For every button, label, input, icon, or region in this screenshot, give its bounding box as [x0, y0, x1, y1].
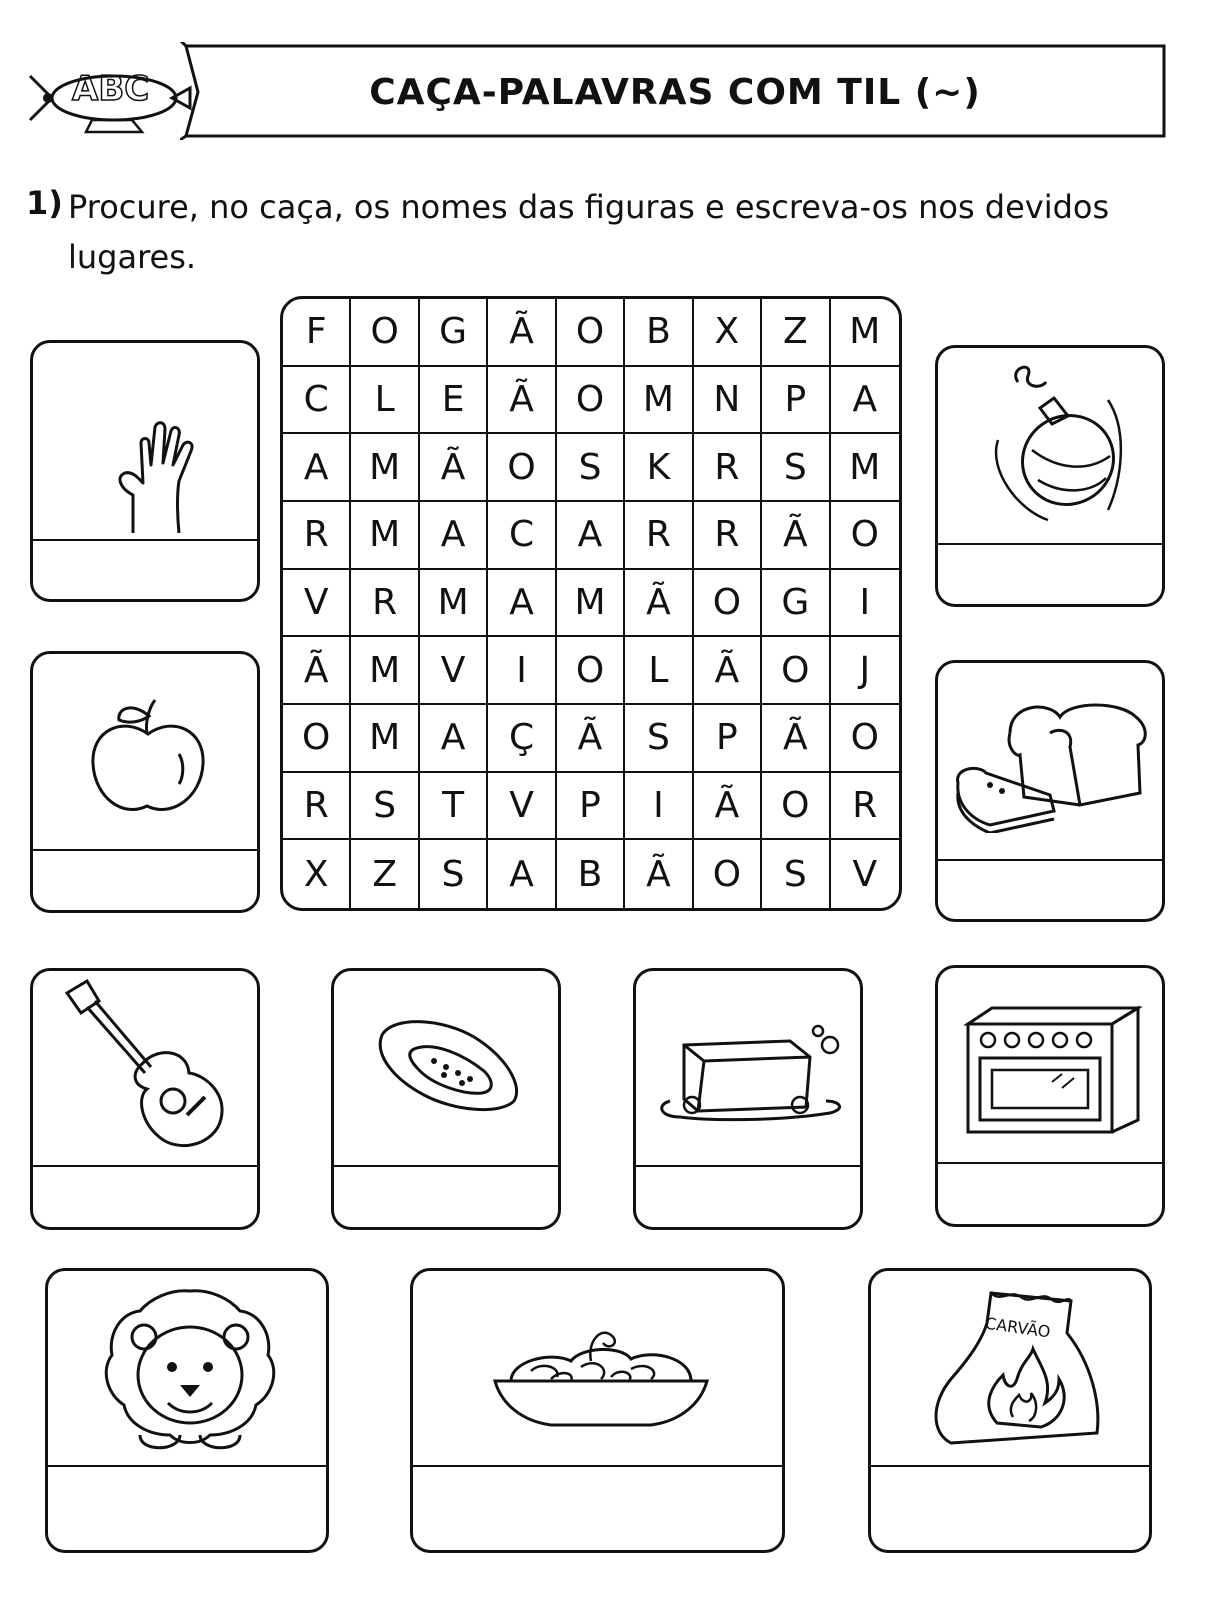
grid-cell[interactable]: P	[694, 705, 762, 773]
grid-cell[interactable]: Ç	[488, 705, 556, 773]
grid-cell[interactable]: V	[420, 637, 488, 705]
card-soap	[633, 968, 863, 1230]
grid-cell[interactable]: G	[762, 570, 830, 638]
answer-field[interactable]	[423, 1498, 772, 1544]
grid-cell[interactable]: A	[557, 502, 625, 570]
grid-cell[interactable]: O	[762, 637, 830, 705]
grid-cell[interactable]: J	[831, 637, 899, 705]
answer-field[interactable]	[43, 547, 247, 593]
word-search-grid	[280, 296, 902, 911]
grid-cell[interactable]: S	[625, 705, 693, 773]
grid-cell[interactable]: M	[831, 434, 899, 502]
card-pasta-dish	[410, 1268, 785, 1553]
grid-cell[interactable]: O	[694, 840, 762, 908]
grid-cell[interactable]: Ã	[488, 299, 556, 367]
grid-cell[interactable]: P	[557, 773, 625, 841]
grid-cell[interactable]: O	[694, 570, 762, 638]
grid-cell[interactable]: S	[420, 840, 488, 908]
bread-icon	[950, 693, 1155, 833]
grid-cell[interactable]: Ã	[420, 434, 488, 502]
grid-cell[interactable]: O	[831, 502, 899, 570]
grid-cell[interactable]: S	[762, 840, 830, 908]
soap-icon	[650, 1021, 850, 1131]
grid-cell[interactable]: C	[488, 502, 556, 570]
grid-cell[interactable]: R	[625, 502, 693, 570]
grid-cell[interactable]: O	[557, 299, 625, 367]
grid-cell[interactable]: M	[420, 570, 488, 638]
grid-cell[interactable]: P	[762, 367, 830, 435]
grid-cell[interactable]: A	[283, 434, 351, 502]
grid-cell[interactable]: Ã	[283, 637, 351, 705]
grid-cell[interactable]: O	[488, 434, 556, 502]
card-spinning-top	[935, 345, 1165, 607]
answer-field[interactable]	[881, 1498, 1139, 1544]
grid-cell[interactable]: Z	[762, 299, 830, 367]
question-number: 1)	[26, 184, 63, 222]
page-title: CAÇA-PALAVRAS COM TIL (~)	[369, 72, 981, 113]
grid-cell[interactable]: A	[420, 502, 488, 570]
grid-cell[interactable]: M	[351, 502, 419, 570]
grid-cell[interactable]: Ã	[625, 570, 693, 638]
card-stove	[935, 965, 1165, 1227]
answer-field[interactable]	[43, 858, 247, 904]
grid-cell[interactable]: S	[351, 773, 419, 841]
grid-cell[interactable]: S	[762, 434, 830, 502]
grid-cell[interactable]: M	[351, 434, 419, 502]
grid-cell[interactable]: G	[420, 299, 488, 367]
grid-cell[interactable]: O	[557, 637, 625, 705]
card-hand	[30, 340, 260, 602]
charcoal-bag-icon	[921, 1283, 1111, 1453]
answer-field[interactable]	[58, 1498, 316, 1544]
grid-cell[interactable]: O	[831, 705, 899, 773]
grid-cell[interactable]: V	[283, 570, 351, 638]
grid-cell[interactable]: Z	[351, 840, 419, 908]
question-text: Procure, no caça, os nomes das figuras e escreva-os nos devidos lugares.	[68, 188, 1110, 276]
grid-cell[interactable]: A	[488, 840, 556, 908]
grid-cell[interactable]: Ã	[694, 637, 762, 705]
lion-icon	[100, 1285, 280, 1455]
grid-cell[interactable]: Ã	[557, 705, 625, 773]
card-lion	[45, 1268, 329, 1553]
grid-cell[interactable]: I	[831, 570, 899, 638]
grid-cell[interactable]: L	[351, 367, 419, 435]
grid-cell[interactable]: L	[625, 637, 693, 705]
grid-cell[interactable]: X	[694, 299, 762, 367]
grid-cell[interactable]: O	[762, 773, 830, 841]
abc-airplane-icon	[22, 40, 192, 140]
grid-cell[interactable]: F	[283, 299, 351, 367]
grid-cell[interactable]: R	[694, 434, 762, 502]
grid-cell[interactable]: S	[557, 434, 625, 502]
grid-cell[interactable]: M	[625, 367, 693, 435]
card-charcoal-bag	[868, 1268, 1152, 1553]
grid-cell[interactable]: M	[351, 705, 419, 773]
grid-cell[interactable]: O	[557, 367, 625, 435]
grid-cell[interactable]: A	[420, 705, 488, 773]
answer-field[interactable]	[948, 867, 1152, 913]
answer-field[interactable]	[344, 1175, 548, 1221]
answer-field[interactable]	[948, 1172, 1152, 1218]
grid-cell[interactable]: V	[488, 773, 556, 841]
grid-cell[interactable]: R	[283, 773, 351, 841]
grid-cell[interactable]: R	[283, 502, 351, 570]
grid-cell[interactable]: Ã	[762, 705, 830, 773]
grid-cell[interactable]: V	[852, 853, 878, 895]
answer-field[interactable]	[43, 1175, 247, 1221]
guitar-icon	[57, 977, 237, 1157]
stove-icon	[962, 996, 1142, 1146]
grid-cell[interactable]: I	[625, 773, 693, 841]
papaya-icon	[374, 1015, 524, 1115]
bag-label: CARVÃO	[983, 1313, 1052, 1342]
pasta-dish-icon	[491, 1321, 711, 1431]
card-papaya	[331, 968, 561, 1230]
grid-cell[interactable]: A	[831, 367, 899, 435]
grid-cell[interactable]: X	[283, 840, 351, 908]
hand-icon	[103, 403, 213, 533]
answer-field[interactable]	[646, 1175, 850, 1221]
grid-cell[interactable]: M	[557, 570, 625, 638]
grid-cell[interactable]: T	[420, 773, 488, 841]
grid-cell[interactable]: Ã	[625, 840, 693, 908]
grid-cell[interactable]: B	[625, 299, 693, 367]
grid-cell[interactable]: O	[283, 705, 351, 773]
grid-cell[interactable]: A	[488, 570, 556, 638]
grid-cell[interactable]: K	[625, 434, 693, 502]
grid-cell[interactable]: N	[694, 367, 762, 435]
grid-cell[interactable]: B	[557, 840, 625, 908]
card-apple	[30, 651, 260, 913]
grid-cell[interactable]: C	[283, 367, 351, 435]
grid-cell[interactable]: Ã	[694, 773, 762, 841]
grid-cell[interactable]: Ã	[488, 367, 556, 435]
spinning-top-icon	[988, 360, 1128, 530]
card-guitar	[30, 968, 260, 1230]
logo-letters: ABC	[72, 69, 150, 109]
card-bread	[935, 660, 1165, 922]
grid-cell[interactable]: M	[831, 299, 899, 367]
grid-cell[interactable]: O	[351, 299, 419, 367]
grid-cell[interactable]: R	[694, 502, 762, 570]
grid-cell[interactable]: R	[831, 773, 899, 841]
grid-cell[interactable]: R	[351, 570, 419, 638]
grid-cell[interactable]: I	[488, 637, 556, 705]
grid-cell[interactable]: M	[351, 637, 419, 705]
apple-icon	[83, 694, 213, 824]
grid-cell[interactable]: E	[420, 367, 488, 435]
answer-field[interactable]	[948, 552, 1152, 598]
grid-cell[interactable]: Ã	[762, 502, 830, 570]
